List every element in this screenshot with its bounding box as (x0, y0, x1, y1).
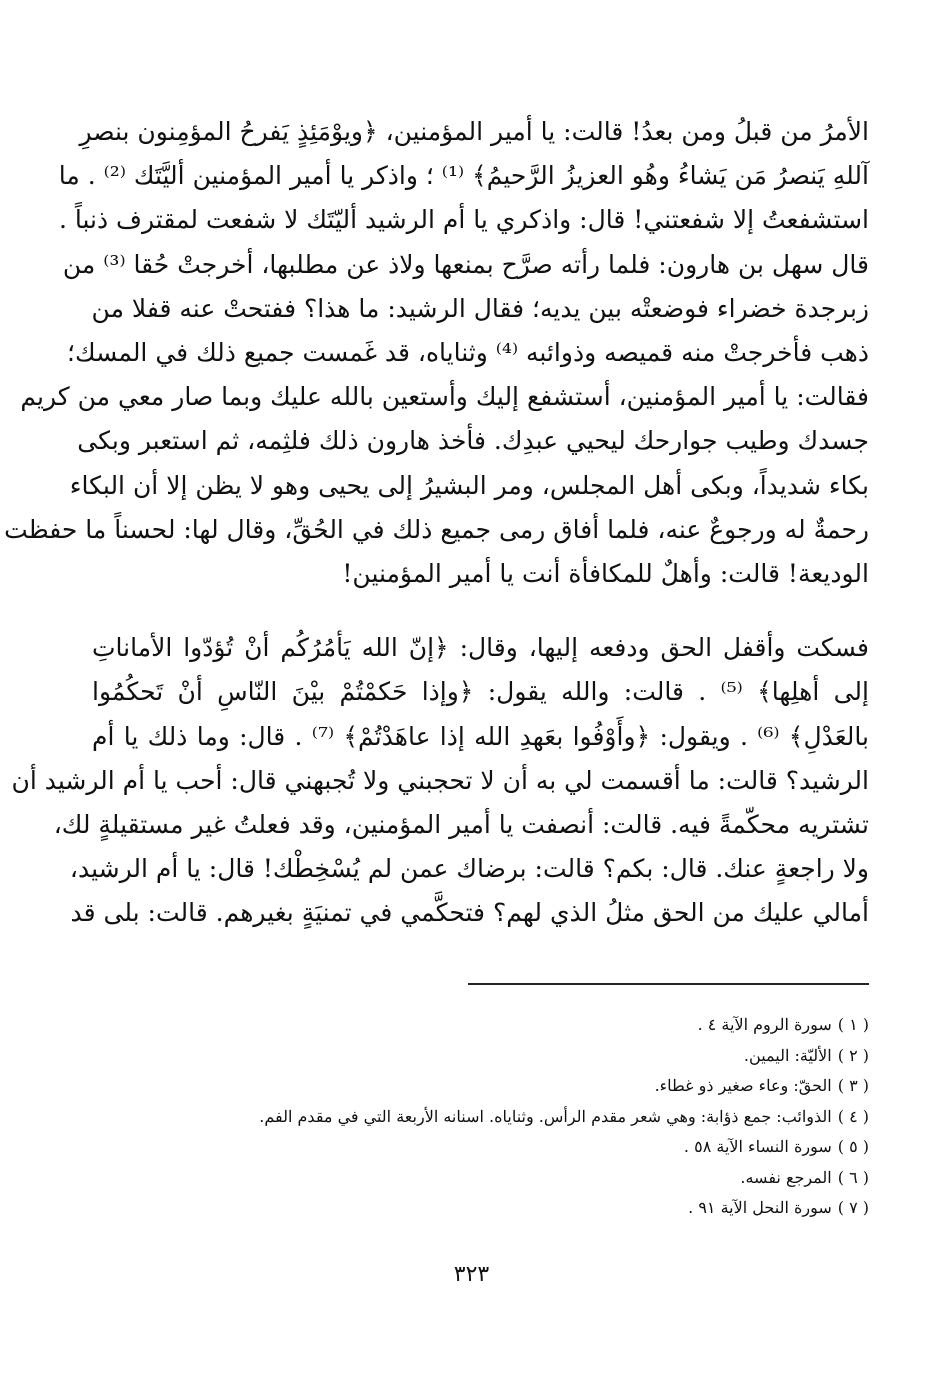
footnote-text: الأليّة: اليمين. (743, 1045, 832, 1065)
main-text (4, 110, 869, 936)
text-line: فقالت: يا أمير المؤمنين، أستشفع إليك وأستعين بالله عليك وبما صار معي من كريم (20, 382, 869, 412)
footnote-item (140, 1163, 869, 1194)
footnote-text: سورة الروم الآية ٤ . (697, 1015, 832, 1034)
text-line: بكاء شديداً، وبكى أهل المجلس، ومر البشيرُ إلى يحيى وهو لا يظن إلا أن البكاء (69, 470, 869, 500)
paragraph-2 (11, 626, 869, 935)
page-number: ٣٢٣ (453, 1262, 490, 1287)
text-line: جسدك وطيب جوارحك ليحيي عبدِك. فأخذ هارون ذلك فلثِمه، ثم استعبر وبكى (77, 426, 869, 456)
footnote-item (140, 1193, 869, 1224)
text-line: الوديعة! قالت: وأهلٌ للمكافأة أنت يا أمير المؤمنين! (342, 559, 869, 589)
text-line: الأمرُ من قبلُ ومن بعدُ! قالت: يا أمير المؤمنين، ﴿ويوْمَئِذٍ يَفرحُ المؤمِنون بنصرِ (79, 117, 869, 146)
footnote-item (140, 1010, 869, 1041)
footnote-text: سورة النساء الآية ٥٨ . (683, 1137, 832, 1156)
text-line: رحمةٌ له ورجوعٌ عنه، فلما أفاق رمى جميع ذلك في الحُقِّ، وقال لها: لحسناً ما حفظت (4, 514, 869, 544)
text-line: أمالي عليك من الحق مثلُ الذي لهم؟ فتحكَّمي في تمنيَةٍ بغيرهم. قالت: بلى قد (70, 898, 869, 928)
text-line: آللهِ يَنصرُ مَن يَشاءُ وهُو العزيزُ الرَّحيمُ﴾ ⁽¹⁾ ؛ واذكر يا أمير المؤمنين أليَّتَك ⁽²⁾ . ما (58, 161, 869, 191)
text-line: ذهب فأخرجتْ منه قميصه وذوائبه ⁽⁴⁾ وثناياه، قد غَمست جميع ذلك في المسك؛ (67, 338, 869, 368)
footnote-item (140, 1102, 869, 1133)
footnote-text: الحقّ: وعاء صغير ذو غطاء. (654, 1076, 832, 1095)
text-line: قال سهل بن هارون: فلما رأته صرَّح بمنعها ولاذ عن مطلبها، أخرجتْ حُقا ⁽³⁾ من (62, 249, 869, 279)
footnote-number: ( ٢ ) (837, 1045, 869, 1065)
footnote-item (140, 1071, 869, 1102)
footnote-item (140, 1041, 869, 1072)
footnote-item (140, 1132, 869, 1163)
text-line: ولا راجعةٍ عنك. قال: بكم؟ قالت: برضاك عمن لم يُسْخِطْك! قال: يا أم الرشيد، (69, 854, 869, 884)
footnote-number: ( ٦ ) (837, 1167, 869, 1187)
paragraph-1 (4, 110, 869, 596)
paragraph-gap (92, 596, 869, 626)
text-line: استشفعتُ إلا شفعتني! قال: واذكري يا أم الرشيد أليّتَك لا شفعت لمقترف ذنباً . (58, 205, 869, 235)
footnote-text: الذوائب: جمع ذؤابة: وهي شعر مقدم الرأس. وثناياه. اسنانه الأربعة التي في مقدم الفم. (259, 1106, 832, 1126)
text-line: بالعَدْلِ﴾ ⁽⁶⁾ . ويقول: ﴿وأَوْفُوا بعَهدِ الله إذا عاهَدْتُمْ﴾ ⁽⁷⁾ . قال: وما ذلك يا أم (92, 721, 869, 751)
footnote-divider (468, 983, 869, 985)
text-line: زبرجدة خضراء فوضعتْه بين يديه؛ فقال الرشيد: ما هذا؟ ففتحتْ عنه قفلا من (91, 293, 869, 323)
text-line: إلى أهلِها﴾ ⁽⁵⁾ . قالت: والله يقول: ﴿وإذا حَكمْتُمْ بيْنَ النّاسِ أنْ تَحكُمُوا (92, 677, 869, 707)
footnote-text: المرجع نفسه. (740, 1167, 832, 1187)
footnote-number: ( ٥ ) (837, 1137, 869, 1156)
footnote-number: ( ٤ ) (837, 1106, 869, 1126)
text-line: فسكت وأقفل الحق ودفعه إليها، وقال: ﴿إنّ الله يَأمُرُكُم أنْ تُؤدّوا الأماناتِ (92, 633, 869, 663)
footnote-text: سورة النحل الآية ٩١ . (688, 1198, 832, 1217)
footnote-number: ( ١ ) (837, 1015, 869, 1034)
text-line: تشتريه محكّمةً فيه. قالت: أنصفت يا أمير المؤمنين، وقد فعلتُ غير مستقيلةٍ لك، (53, 810, 869, 840)
text-line: الرشيد؟ قالت: ما أقسمت لي به أن لا تحجبني ولا تُجبهني قال: أحب يا أم الرشيد أن (11, 765, 869, 795)
footnote-number: ( ٣ ) (837, 1076, 869, 1095)
footnotes (140, 1010, 869, 1224)
footnote-number: ( ٧ ) (837, 1198, 869, 1217)
